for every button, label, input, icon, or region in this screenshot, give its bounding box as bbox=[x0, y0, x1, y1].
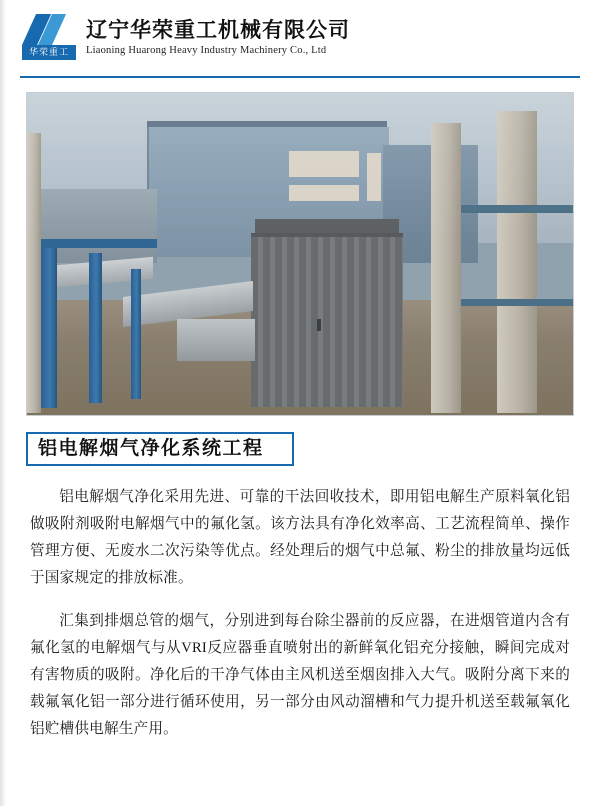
logo-wordmark: 华荣重工 bbox=[22, 45, 76, 60]
photo-baghouse bbox=[251, 233, 403, 407]
company-name-cn: 辽宁华荣重工机械有限公司 bbox=[86, 18, 350, 42]
photo-gantry-beam bbox=[37, 239, 157, 248]
section-title: 铝电解烟气净化系统工程 bbox=[38, 438, 264, 459]
photo-duct-down bbox=[177, 319, 255, 361]
photo-worker bbox=[317, 319, 321, 331]
photo-steel-column bbox=[131, 269, 141, 399]
page-header bbox=[0, 0, 600, 72]
page-edge bbox=[0, 0, 6, 806]
paragraph: 铝电解烟气净化采用先进、可靠的干法回收技术，即用铝电解生产原料氧化铝做吸附剂吸附电解烟气中的氟化氢。该方法具有净化效率高、工艺流程简单、操作管理方便、无废水二次污染等优点。经处理后的烟气中总氟、粉尘的排放量均远低于国家规定的排放标准。 bbox=[30, 489, 570, 586]
article-body bbox=[30, 484, 570, 743]
photo-building-window bbox=[289, 151, 359, 177]
photo-pipe bbox=[461, 299, 573, 306]
photo-building-window bbox=[367, 153, 381, 201]
photo-building-window bbox=[289, 185, 359, 201]
company-name-en: Liaoning Huarong Heavy Industry Machinery Co., Ltd bbox=[86, 45, 327, 56]
company-name-block bbox=[86, 17, 350, 59]
photo-concrete-column bbox=[27, 133, 41, 413]
plant-photo bbox=[26, 92, 574, 416]
section-title-box bbox=[26, 432, 294, 466]
photo-steel-column bbox=[41, 243, 57, 408]
header-divider bbox=[20, 76, 580, 78]
mountain-logo-icon bbox=[22, 14, 76, 62]
photo-concrete-column bbox=[497, 111, 537, 413]
photo-pipe bbox=[461, 205, 573, 213]
paragraph: 汇集到排烟总管的烟气，分别进到每台除尘器前的反应器，在进烟管道内含有氟化氢的电解烟气与从VRI反应器垂直喷射出的新鲜氧化铝充分接触，瞬间完成对有害物质的吸附。净化后的干净气体由主风机送至烟囱排入大气。吸附分离下来的载氟氧化铝一部分进行循环使用，另一部分由风动溜槽和气力提升机送至载氟氧化铝贮槽供电解生产用。 bbox=[30, 613, 570, 737]
photo-steel-column bbox=[89, 253, 102, 403]
photo-concrete-column bbox=[431, 123, 461, 413]
